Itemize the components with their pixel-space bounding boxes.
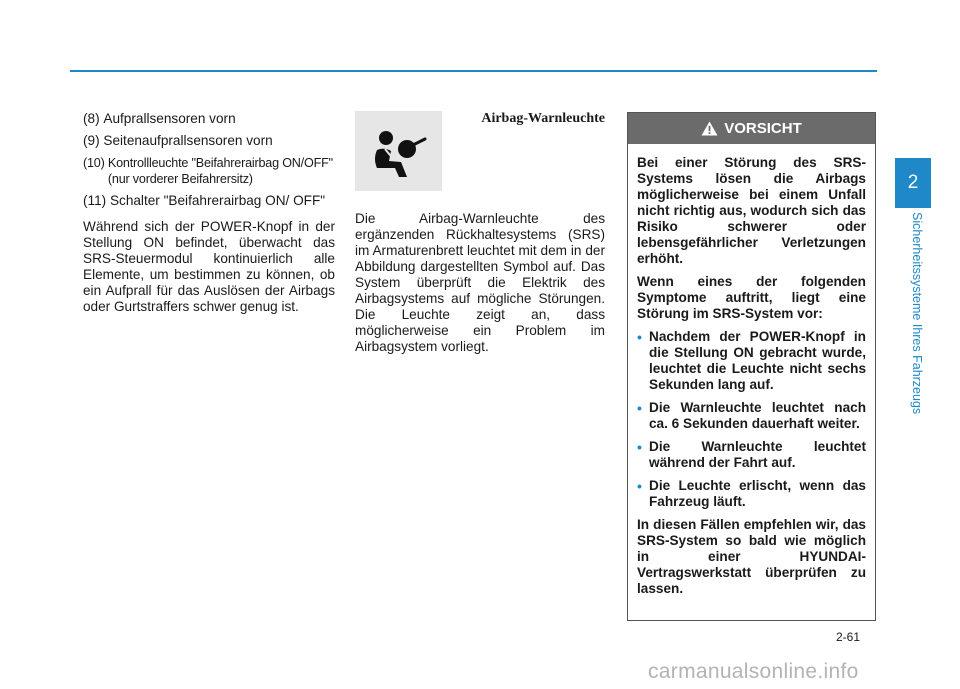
- caution-lead: Wenn eines der folgenden Symptome auftritt, liegt eine Störung im SRS-System vor:: [637, 274, 866, 321]
- list-item: • Nachdem der POWER-Knopf in die Stellung ON gebracht wurde, leuchtet die Leuchte nicht sechs Sekunden lang auf.: [637, 329, 866, 392]
- list-item: • Die Warnleuchte leuchtet während der Fahrt auf.: [637, 439, 866, 470]
- left-paragraph: Während sich der POWER-Knopf in der Stellung ON befindet, überwacht das SRS-Steuermodul kontinuierlich alle Elemente, um bestimmen zu können, ob ein Aufprall für das Auslösen der Airbags oder Gurtstraffers schwer genug ist.: [83, 219, 335, 314]
- middle-paragraph: Die Airbag-Warnleuchte des ergänzenden Rückhaltesystems (SRS) im Armaturenbrett leuchtet mit dem in der Abbildung dargestellten Symbol auf. Das System überprüft die Elektrik des Airbagsystems auf mögliche Störungen. Die Leuchte zeigt an, dass möglicherweise ein Problem im Airbagsystem vorliegt.: [355, 211, 605, 354]
- page-number: 2-61: [836, 630, 861, 644]
- chapter-label: Sicherheitssysteme Ihres Fahrzeugs: [910, 212, 924, 415]
- caution-bullets: [637, 329, 866, 510]
- top-rule: [70, 70, 877, 72]
- bullet-icon: •: [637, 400, 642, 416]
- list-item: (11) Schalter "Beifahrerairbag ON/ OFF": [83, 193, 326, 208]
- list-item: • Die Leuchte erlischt, wenn das Fahrzeug läuft.: [637, 478, 866, 509]
- watermark: carmanualsonline.info: [648, 660, 859, 683]
- list-item: (10) Kontrollleuchte "Beifahrerairbag ON/OFF" (nur vorderer Beifahrersitz): [83, 156, 333, 186]
- caution-title: VORSICHT: [724, 120, 802, 137]
- caution-header: [628, 113, 875, 144]
- chapter-tab: 2: [895, 158, 931, 208]
- bullet-icon: •: [637, 329, 642, 345]
- caution-closing: In diesen Fällen empfehlen wir, das SRS-System so bald wie möglich in einer HYUNDAI-Vertragswerkstatt überprüfen zu lassen.: [637, 517, 866, 596]
- list-item: (9) Seitenaufprallsensoren vorn: [83, 133, 273, 148]
- bullet-icon: •: [637, 478, 642, 494]
- section-title: Airbag-Warnleuchte: [481, 111, 605, 126]
- airbag-warning-icon: [355, 111, 442, 191]
- caution-body: [628, 144, 875, 597]
- warning-triangle-icon: [701, 121, 718, 136]
- list-item: • Die Warnleuchte leuchtet nach ca. 6 Sekunden dauerhaft weiter.: [637, 400, 866, 431]
- list-item: (8) Aufprallsensoren vorn: [83, 111, 236, 126]
- caution-intro: Bei einer Störung des SRS-Systems lösen die Airbags möglicherweise bei einem Unfall nicht richtig aus, wodurch sich das Risiko schwerer oder lebensgefährlicher Verletzungen erhöht.: [637, 155, 866, 266]
- bullet-icon: •: [637, 439, 642, 455]
- left-column: [83, 111, 335, 321]
- caution-box: [627, 112, 876, 621]
